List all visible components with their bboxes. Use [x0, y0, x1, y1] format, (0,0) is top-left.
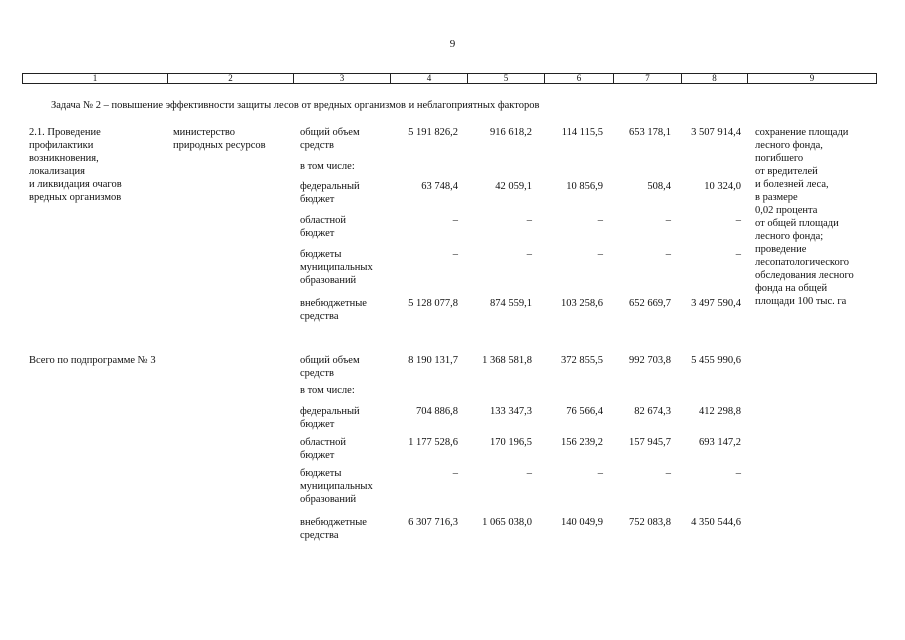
subprogram-total-label: Всего по подпрограмме № 3 — [29, 355, 156, 366]
amount-cell: 508,4 — [647, 181, 671, 192]
column-number: 8 — [682, 74, 748, 84]
measure-expected-result: сохранение площади лесного фонда, погибшего от вредителей и болезней леса, в размере 0,02 процента от общей площади лесного фонда; проведение лесопатологического обследования лесного фонда на общей площади 100 тыс. га — [755, 127, 854, 307]
amount-cell: 652 669,7 — [629, 298, 671, 309]
amount-cell: – — [735, 215, 741, 226]
amount-cell: 412 298,8 — [699, 406, 741, 417]
amount-cell: – — [597, 468, 603, 479]
amount-cell: 5 455 990,6 — [691, 355, 741, 366]
amount-cell: 42 059,1 — [495, 181, 532, 192]
funding-source: бюджеты муниципальных образований — [300, 468, 373, 505]
amount-cell: 114 115,5 — [561, 127, 603, 138]
amount-cell: 992 703,8 — [629, 355, 671, 366]
amount-cell: – — [452, 215, 458, 226]
funding-source: внебюджетные средства — [300, 298, 367, 322]
amount-cell: 10 324,0 — [704, 181, 741, 192]
funding-source: областной бюджет — [300, 215, 346, 239]
column-number-header — [22, 73, 877, 84]
funding-source: федеральный бюджет — [300, 181, 360, 205]
column-number: 5 — [468, 74, 545, 84]
funding-source: общий объем средств — [300, 127, 360, 151]
amount-cell: – — [526, 468, 532, 479]
amount-cell: 103 258,6 — [561, 298, 603, 309]
task-heading: Задача № 2 – повышение эффективности защиты лесов от вредных организмов и неблагоприятных факторов — [51, 100, 540, 111]
amount-cell: – — [452, 249, 458, 260]
amount-cell: 1 368 581,8 — [482, 355, 532, 366]
amount-cell: – — [665, 215, 671, 226]
amount-cell: 874 559,1 — [490, 298, 532, 309]
amount-cell: 3 507 914,4 — [691, 127, 741, 138]
funding-source: в том числе: — [300, 385, 355, 396]
column-number: 7 — [614, 74, 682, 84]
funding-source: бюджеты муниципальных образований — [300, 249, 373, 286]
amount-cell: – — [526, 215, 532, 226]
amount-cell: 140 049,9 — [561, 517, 603, 528]
amount-cell: 693 147,2 — [699, 437, 741, 448]
funding-source: внебюджетные средства — [300, 517, 367, 541]
amount-cell: – — [735, 468, 741, 479]
amount-cell: 1 177 528,6 — [408, 437, 458, 448]
amount-cell: 133 347,3 — [490, 406, 532, 417]
funding-source: областной бюджет — [300, 437, 346, 461]
amount-cell: 653 178,1 — [629, 127, 671, 138]
column-number: 9 — [748, 74, 877, 84]
column-number: 1 — [23, 74, 168, 84]
amount-cell: 170 196,5 — [490, 437, 532, 448]
measure-name: 2.1. Проведение профилактики возникновения, локализация и ликвидация очагов вредных организмов — [29, 127, 122, 203]
funding-source: общий объем средств — [300, 355, 360, 379]
amount-cell: 704 886,8 — [416, 406, 458, 417]
amount-cell: 5 128 077,8 — [408, 298, 458, 309]
amount-cell: 1 065 038,0 — [482, 517, 532, 528]
amount-cell: 76 566,4 — [566, 406, 603, 417]
amount-cell: 10 856,9 — [566, 181, 603, 192]
amount-cell: – — [597, 249, 603, 260]
column-number: 6 — [545, 74, 614, 84]
column-number: 2 — [168, 74, 294, 84]
amount-cell: 156 239,2 — [561, 437, 603, 448]
page-number: 9 — [449, 38, 456, 50]
funding-source: в том числе: — [300, 161, 355, 172]
amount-cell: 752 083,8 — [629, 517, 671, 528]
amount-cell: 916 618,2 — [490, 127, 532, 138]
amount-cell: – — [665, 468, 671, 479]
amount-cell: 63 748,4 — [421, 181, 458, 192]
column-number: 4 — [391, 74, 468, 84]
amount-cell: 5 191 826,2 — [408, 127, 458, 138]
measure-executor: министерство природных ресурсов — [173, 127, 266, 151]
funding-source: федеральный бюджет — [300, 406, 360, 430]
amount-cell: 372 855,5 — [561, 355, 603, 366]
amount-cell: 82 674,3 — [634, 406, 671, 417]
amount-cell: 4 350 544,6 — [691, 517, 741, 528]
amount-cell: 6 307 716,3 — [408, 517, 458, 528]
amount-cell: – — [452, 468, 458, 479]
amount-cell: – — [597, 215, 603, 226]
amount-cell: – — [665, 249, 671, 260]
column-number: 3 — [294, 74, 391, 84]
amount-cell: 3 497 590,4 — [691, 298, 741, 309]
amount-cell: – — [735, 249, 741, 260]
amount-cell: 157 945,7 — [629, 437, 671, 448]
amount-cell: 8 190 131,7 — [408, 355, 458, 366]
amount-cell: – — [526, 249, 532, 260]
